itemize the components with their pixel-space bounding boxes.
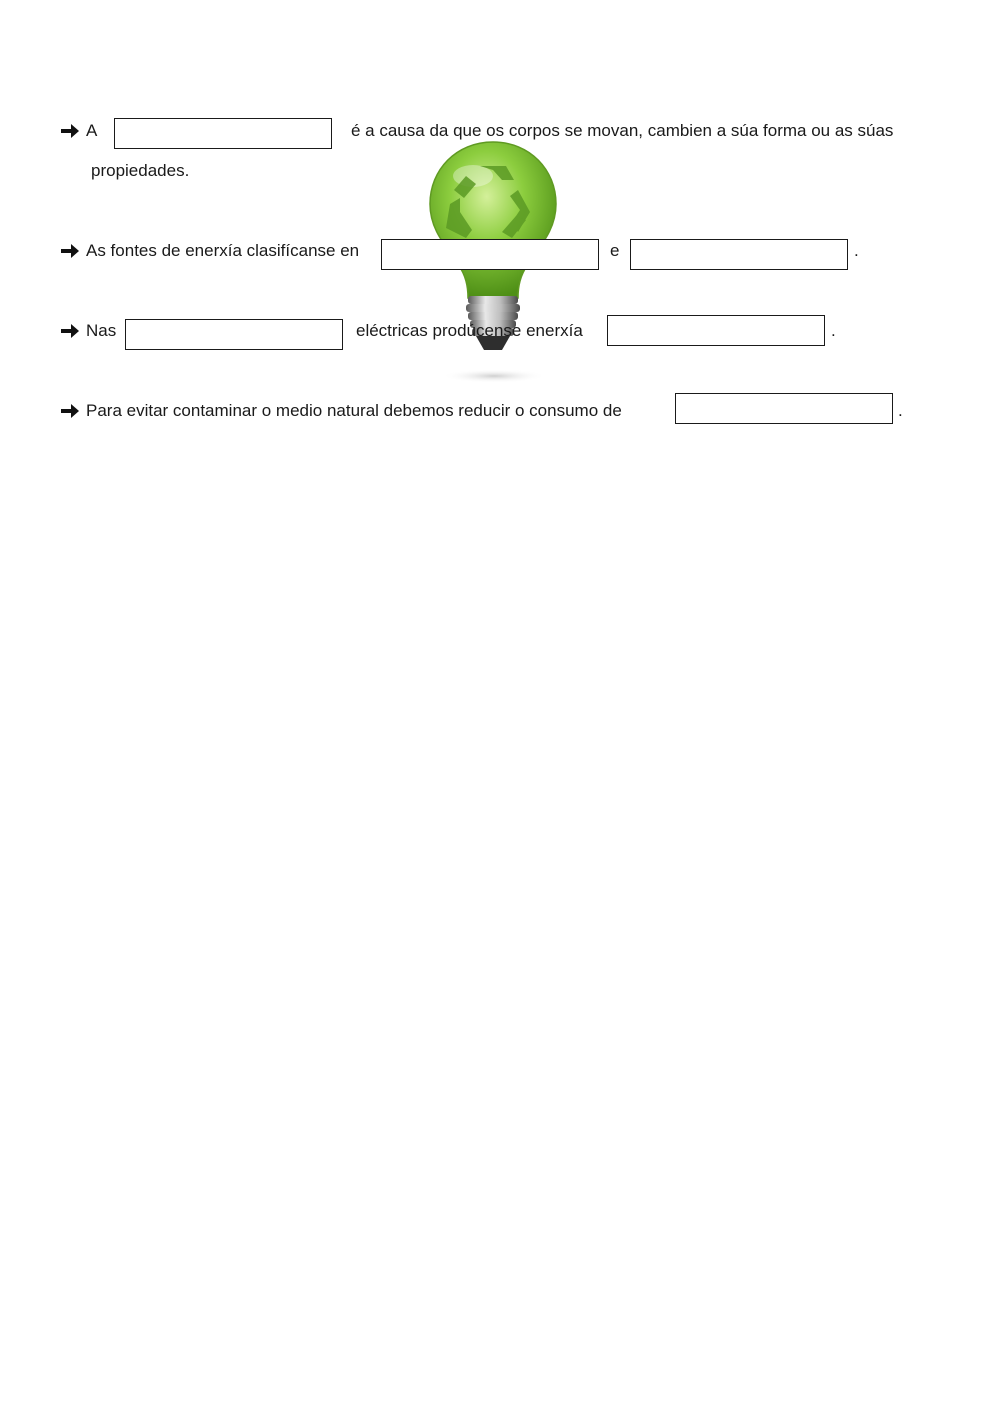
item4-after-text: .	[898, 401, 903, 420]
item1-before-text: A	[86, 121, 98, 140]
right-arrow-icon	[60, 120, 80, 142]
item2-answer-field-1[interactable]	[381, 239, 599, 270]
item2-answer-field-2[interactable]	[630, 239, 848, 270]
right-arrow-icon	[60, 320, 80, 342]
item2-after-text: .	[854, 241, 859, 260]
item3-answer-field-2[interactable]	[607, 315, 825, 346]
item3-after-text: .	[831, 321, 836, 340]
item2-before-text: As fontes de enerxía clasifícanse en	[86, 241, 360, 260]
item3-before-text: Nas	[86, 321, 117, 340]
right-arrow-icon	[60, 240, 80, 262]
item1-answer-field[interactable]	[114, 118, 332, 149]
item3-answer-field-1[interactable]	[125, 319, 343, 350]
item4-before-text: Para evitar contaminar o medio natural debemos reducir o consumo de	[86, 401, 622, 420]
item2-middle-text: e	[610, 241, 620, 260]
item1-after-text: é a causa da que os corpos se movan, cambien a súa forma ou as súas	[351, 121, 894, 140]
item4-answer-field[interactable]	[675, 393, 893, 424]
item3-middle-text: eléctricas prodúcense enerxía	[356, 321, 583, 340]
right-arrow-icon	[60, 400, 80, 422]
item1-continuation-text: propiedades.	[91, 161, 190, 180]
